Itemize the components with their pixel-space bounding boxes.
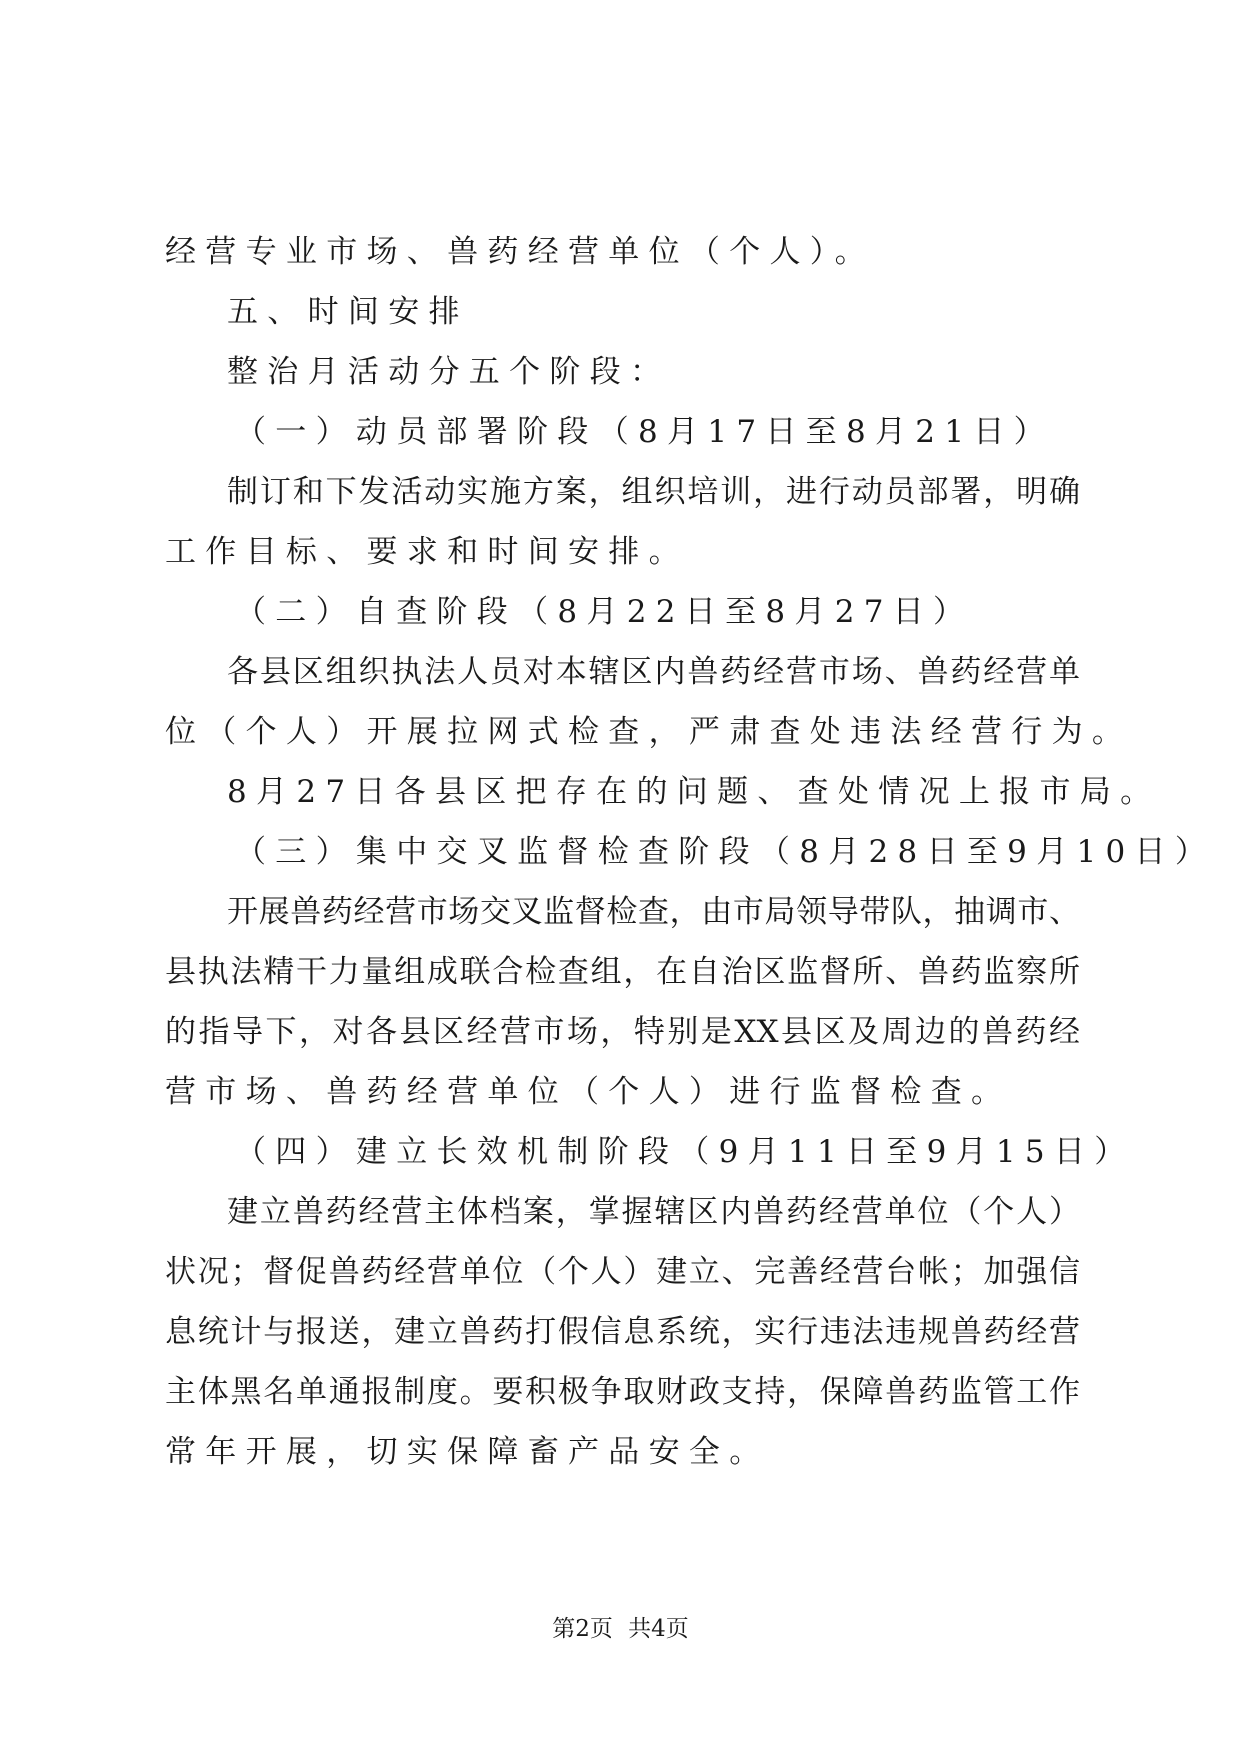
stage-heading: （三）集中交叉监督检查阶段（8月28日至9月10日） bbox=[235, 834, 1216, 870]
text-line: 工作目标、要求和时间安排。 bbox=[165, 534, 689, 570]
text-line: 常年开展，切实保障畜产品安全。 bbox=[165, 1434, 770, 1470]
stage-heading: （一）动员部署阶段（8月17日至8月21日） bbox=[235, 414, 1054, 450]
text-line: 建立兽药经营主体档案，掌握辖区内兽药经营单位（个人） bbox=[227, 1194, 1080, 1230]
page-footer bbox=[0, 1614, 1241, 1644]
text-line: 息统计与报送，建立兽药打假信息系统，实行违法违规兽药经营 bbox=[165, 1314, 1080, 1350]
text-line: 主体黑名单通报制度。要积极争取财政支持，保障兽药监管工作 bbox=[165, 1374, 1080, 1410]
stage-heading: （二）自查阶段（8月22日至8月27日） bbox=[235, 594, 974, 630]
page-total: 共4页 bbox=[628, 1616, 689, 1642]
page-number: 第2页 bbox=[552, 1616, 613, 1642]
stage-heading: （四）建立长效机制阶段（9月11日至9月15日） bbox=[235, 1134, 1135, 1170]
text-line: 经营专业市场、兽药经营单位（个人）。 bbox=[165, 234, 875, 270]
text-line: 位（个人）开展拉网式检查，严肃查处违法经营行为。 bbox=[165, 714, 1133, 750]
text-line: 整治月活动分五个阶段： bbox=[227, 354, 671, 390]
text-line: 制订和下发活动实施方案，组织培训，进行动员部署，明确 bbox=[227, 474, 1080, 510]
text-line: 8月27日各县区把存在的问题、查处情况上报市局。 bbox=[227, 774, 1161, 810]
document-body bbox=[165, 222, 1216, 1482]
text-line: 营市场、兽药经营单位（个人）进行监督检查。 bbox=[165, 1074, 1012, 1110]
section-heading: 五、时间安排 bbox=[227, 294, 469, 330]
text-line: 开展兽药经营市场交叉监督检查，由市局领导带队，抽调市、 bbox=[227, 894, 1080, 930]
text-line: 县执法精干力量组成联合检查组，在自治区监督所、兽药监察所 bbox=[165, 954, 1080, 990]
text-line: 各县区组织执法人员对本辖区内兽药经营市场、兽药经营单 bbox=[227, 654, 1080, 690]
text-line: 的指导下，对各县区经营市场，特别是XX县区及周边的兽药经 bbox=[165, 1014, 1080, 1050]
text-line: 状况；督促兽药经营单位（个人）建立、完善经营台帐；加强信 bbox=[165, 1254, 1080, 1290]
